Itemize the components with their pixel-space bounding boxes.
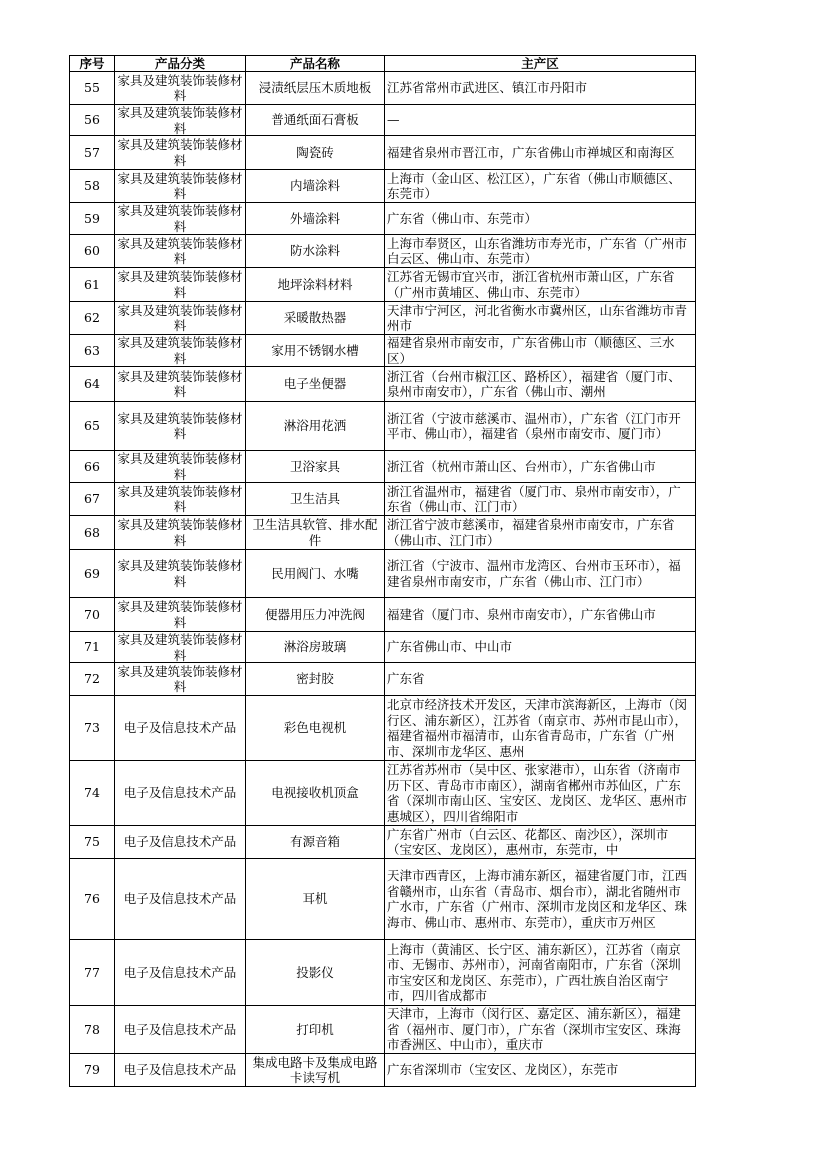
row-category: 电子及信息技术产品 — [123, 964, 237, 980]
row-number-cell — [70, 663, 115, 696]
row-category-cell — [115, 203, 246, 235]
row-category: 电子及信息技术产品 — [123, 891, 237, 907]
row-category-cell — [115, 940, 246, 1006]
row-category-cell — [115, 663, 246, 696]
row-main-area: 浙江省宁波市慈溪市，福建省泉州市南安市，广东省（佛山市、江门市） — [387, 517, 675, 548]
row-number-cell — [70, 598, 115, 632]
row-main-area: 广东省（佛山市、东莞市） — [387, 210, 538, 226]
row-number-cell — [70, 335, 115, 367]
row-product-name-cell — [246, 136, 385, 170]
header-main-area: 主产区 — [385, 56, 696, 72]
row-main-area: 福建省泉州市南安市，广东省佛山市（顺德区、三水区） — [387, 335, 675, 366]
row-main-area-cell — [385, 268, 696, 302]
row-main-area: 浙江省（宁波市、温州市龙湾区、台州市玉环市），福建省泉州市南安市，广东省（佛山市、江门市） — [387, 558, 681, 589]
table-row — [70, 598, 696, 632]
row-category: 家具及建筑装饰装修材料 — [117, 203, 243, 234]
row-number: 55 — [84, 80, 100, 96]
row-main-area: 浙江省（台州市椒江区、路桥区），福建省（厦门市、泉州市南安市），广东省（佛山市、潮州 — [387, 368, 681, 399]
row-category: 家具及建筑装饰装修材料 — [117, 368, 243, 399]
table-row — [70, 367, 696, 402]
row-number: 67 — [84, 491, 100, 507]
row-product-name-cell — [246, 72, 385, 105]
row-product-name: 家用不锈钢水槽 — [271, 342, 359, 358]
row-number-cell — [70, 235, 115, 268]
row-product-name-cell — [246, 859, 385, 940]
row-main-area: 浙江省（杭州市萧山区、台州市），广东省佛山市 — [387, 458, 656, 474]
table-row — [70, 235, 696, 268]
table-row — [70, 402, 696, 451]
row-product-name: 采暖散热器 — [283, 310, 347, 326]
table-row — [70, 1006, 696, 1054]
row-product-name-cell — [246, 235, 385, 268]
table-row — [70, 335, 696, 367]
row-number-cell — [70, 402, 115, 451]
row-main-area-cell — [385, 136, 696, 170]
row-main-area: — — [387, 112, 400, 128]
row-product-name: 地坪涂料材料 — [277, 276, 353, 292]
row-main-area-cell — [385, 203, 696, 235]
row-main-area: 江苏省常州市武进区、镇江市丹阳市 — [387, 80, 588, 96]
row-product-name-cell — [246, 483, 385, 516]
row-category: 家具及建筑装饰装修材料 — [117, 483, 243, 514]
row-main-area-cell — [385, 663, 696, 696]
row-product-name-cell — [246, 761, 385, 826]
row-category: 家具及建筑装饰装修材料 — [117, 663, 243, 694]
row-number-cell — [70, 1006, 115, 1054]
row-category-cell — [115, 451, 246, 483]
row-category-cell — [115, 550, 246, 598]
table-row — [70, 859, 696, 940]
row-main-area: 广东省深圳市（宝安区、龙岗区），东莞市 — [387, 1062, 619, 1078]
row-number-cell — [70, 483, 115, 516]
row-category-cell — [115, 598, 246, 632]
product-table — [69, 55, 696, 1087]
table-row — [70, 483, 696, 516]
row-number: 71 — [84, 639, 100, 655]
table-row — [70, 826, 696, 859]
table-row — [70, 302, 696, 335]
row-product-name: 淋浴房玻璃 — [283, 639, 347, 655]
row-main-area: 天津市西青区，上海市浦东新区，福建省厦门市，江西省赣州市，山东省（青岛市、烟台市），湖北省随州市广水市，广东省（广州市、深圳市龙岗区和龙华区、珠海市、佛山市、惠州市、东莞市），重庆市万州区 — [387, 868, 688, 930]
row-main-area-cell — [385, 483, 696, 516]
row-category-cell — [115, 335, 246, 367]
row-main-area-cell — [385, 72, 696, 105]
row-product-name-cell — [246, 335, 385, 367]
row-category: 家具及建筑装饰装修材料 — [117, 137, 243, 168]
row-product-name-cell — [246, 663, 385, 696]
table-row — [70, 550, 696, 598]
row-category: 家具及建筑装饰装修材料 — [117, 170, 243, 201]
row-main-area-cell — [385, 367, 696, 402]
row-product-name: 密封胶 — [296, 671, 334, 687]
row-number: 68 — [84, 524, 100, 540]
row-main-area-cell — [385, 335, 696, 367]
table-row — [70, 268, 696, 302]
row-product-name: 防水涂料 — [289, 243, 340, 259]
row-product-name-cell — [246, 516, 385, 550]
row-main-area: 福建省（厦门市、泉州市南安市），广东省佛山市 — [387, 606, 656, 622]
row-category-cell — [115, 761, 246, 826]
row-main-area: 北京市经济技术开发区，天津市滨海新区，上海市（闵行区、浦东新区），江苏省（南京市、苏州市昆山市），福建省福州市福清市，山东省青岛市，广东省（广州市、深圳市龙华区、惠州 — [387, 697, 688, 759]
row-category-cell — [115, 1006, 246, 1054]
row-product-name-cell — [246, 451, 385, 483]
row-main-area-cell — [385, 235, 696, 268]
row-main-area: 广东省 — [387, 671, 425, 687]
row-category: 家具及建筑装饰装修材料 — [117, 335, 243, 366]
row-product-name-cell — [246, 203, 385, 235]
row-number-cell — [70, 170, 115, 203]
row-product-name: 便器用压力冲洗阀 — [264, 606, 365, 622]
row-main-area-cell — [385, 451, 696, 483]
row-number: 76 — [84, 891, 100, 907]
row-product-name-cell — [246, 940, 385, 1006]
row-product-name: 陶瓷砖 — [296, 144, 334, 160]
row-number: 57 — [84, 144, 100, 160]
table-row — [70, 516, 696, 550]
table-row — [70, 696, 696, 761]
row-product-name-cell — [246, 632, 385, 663]
row-main-area: 江苏省无锡市宜兴市，浙江省杭州市萧山区，广东省（广州市黄埔区、佛山市、东莞市） — [387, 269, 675, 300]
row-category: 家具及建筑装饰装修材料 — [117, 451, 243, 482]
row-product-name: 外墙涂料 — [289, 210, 340, 226]
row-category: 电子及信息技术产品 — [123, 1062, 237, 1078]
row-product-name-cell — [246, 170, 385, 203]
row-category-cell — [115, 859, 246, 940]
row-product-name: 普通纸面石膏板 — [271, 112, 359, 128]
table-row — [70, 105, 696, 136]
row-category-cell — [115, 516, 246, 550]
row-category: 家具及建筑装饰装修材料 — [117, 72, 243, 103]
row-product-name: 电子坐便器 — [283, 376, 347, 392]
row-product-name-cell — [246, 367, 385, 402]
row-main-area-cell — [385, 1006, 696, 1054]
row-number-cell — [70, 302, 115, 335]
row-number: 66 — [84, 458, 100, 474]
row-product-name: 耳机 — [302, 891, 328, 907]
row-product-name: 集成电路卡及集成电路卡读写机 — [252, 1054, 378, 1085]
row-number: 74 — [84, 785, 100, 801]
row-category: 家具及建筑装饰装修材料 — [117, 105, 243, 135]
row-number: 63 — [84, 342, 100, 358]
table-row — [70, 940, 696, 1006]
row-category: 家具及建筑装饰装修材料 — [117, 410, 243, 441]
row-product-name-cell — [246, 105, 385, 136]
row-category-cell — [115, 632, 246, 663]
row-main-area-cell — [385, 402, 696, 451]
row-number: 58 — [84, 178, 100, 194]
row-category: 电子及信息技术产品 — [123, 1021, 237, 1037]
table-row — [70, 72, 696, 105]
row-main-area-cell — [385, 550, 696, 598]
header-category: 产品分类 — [115, 56, 246, 72]
row-category-cell — [115, 402, 246, 451]
row-number: 78 — [84, 1021, 100, 1037]
row-main-area: 浙江省温州市，福建省（厦门市、泉州市南安市），广东省（佛山市、江门市） — [387, 483, 681, 514]
row-main-area-cell — [385, 302, 696, 335]
row-number-cell — [70, 859, 115, 940]
table-body — [70, 72, 696, 1087]
table-row — [70, 1054, 696, 1087]
row-product-name: 卫生洁具软管、排水配件 — [252, 517, 378, 548]
row-main-area: 福建省泉州市晋江市，广东省佛山市禅城区和南海区 — [387, 144, 675, 160]
row-number: 70 — [84, 606, 100, 622]
row-number-cell — [70, 696, 115, 761]
row-number: 64 — [84, 376, 100, 392]
row-number-cell — [70, 826, 115, 859]
row-product-name: 打印机 — [296, 1021, 334, 1037]
row-product-name: 卫浴家具 — [289, 458, 340, 474]
row-category-cell — [115, 367, 246, 402]
row-category-cell — [115, 302, 246, 335]
row-main-area: 江苏省苏州市（吴中区、张家港市），山东省（济南市历下区、青岛市市南区），湖南省郴州市苏仙区，广东省（深圳市南山区、宝安区、龙岗区、龙华区、惠州市惠城区），四川省绵阳市 — [387, 762, 688, 824]
row-main-area-cell — [385, 598, 696, 632]
row-category: 电子及信息技术产品 — [123, 720, 237, 736]
row-main-area-cell — [385, 859, 696, 940]
row-category-cell — [115, 696, 246, 761]
row-product-name: 卫生洁具 — [289, 491, 340, 507]
row-category-cell — [115, 483, 246, 516]
row-main-area-cell — [385, 761, 696, 826]
row-number: 72 — [84, 671, 100, 687]
row-main-area-cell — [385, 826, 696, 859]
row-product-name-cell — [246, 1054, 385, 1087]
row-product-name: 投影仪 — [296, 964, 334, 980]
row-number-cell — [70, 367, 115, 402]
table-row — [70, 663, 696, 696]
row-number-cell — [70, 940, 115, 1006]
row-product-name: 淋浴用花洒 — [283, 418, 347, 434]
row-category-cell — [115, 1054, 246, 1087]
row-number-cell — [70, 550, 115, 598]
row-category: 家具及建筑装饰装修材料 — [117, 235, 243, 266]
row-product-name: 有源音箱 — [289, 834, 340, 850]
table-row — [70, 136, 696, 170]
row-category: 电子及信息技术产品 — [123, 834, 237, 850]
row-number-cell — [70, 761, 115, 826]
row-main-area-cell — [385, 170, 696, 203]
table-row — [70, 203, 696, 235]
header-no: 序号 — [70, 56, 115, 72]
row-product-name-cell — [246, 402, 385, 451]
row-number: 61 — [84, 276, 100, 292]
row-product-name-cell — [246, 550, 385, 598]
row-number: 56 — [84, 112, 100, 128]
row-number: 65 — [84, 418, 100, 434]
row-number: 73 — [84, 720, 100, 736]
row-product-name-cell — [246, 1006, 385, 1054]
row-category-cell — [115, 235, 246, 268]
row-main-area: 上海市（黄浦区、长宁区、浦东新区），江苏省（南京市、无锡市、苏州市），河南省南阳市，广东省（深圳市宝安区和龙岗区、东莞市），广西壮族自治区南宁市，四川省成都市 — [387, 941, 681, 1003]
row-main-area-cell — [385, 696, 696, 761]
row-product-name-cell — [246, 302, 385, 335]
row-category: 电子及信息技术产品 — [123, 785, 237, 801]
row-number: 79 — [84, 1062, 100, 1078]
table-row — [70, 451, 696, 483]
row-main-area: 广东省广州市（白云区、花都区、南沙区），深圳市（宝安区、龙岗区），惠州市，东莞市，中 — [387, 826, 669, 857]
row-main-area: 广东省佛山市、中山市 — [387, 639, 513, 655]
row-category: 家具及建筑装饰装修材料 — [117, 269, 243, 300]
row-main-area-cell — [385, 940, 696, 1006]
row-category-cell — [115, 136, 246, 170]
row-number-cell — [70, 1054, 115, 1087]
row-product-name: 民用阀门、水嘴 — [271, 565, 359, 581]
row-main-area: 上海市奉贤区，山东省潍坊市寿光市，广东省（广州市白云区、佛山市、东莞市） — [387, 235, 688, 266]
row-number-cell — [70, 516, 115, 550]
row-category-cell — [115, 170, 246, 203]
row-product-name-cell — [246, 268, 385, 302]
row-number-cell — [70, 72, 115, 105]
row-main-area: 天津市，上海市（闵行区、嘉定区、浦东新区），福建省（福州市、厦门市），广东省（深圳市宝安区、珠海市香洲区、中山市），重庆市 — [387, 1006, 681, 1053]
row-category: 家具及建筑装饰装修材料 — [117, 632, 243, 662]
row-number: 77 — [84, 964, 100, 980]
row-product-name: 电视接收机顶盒 — [271, 785, 359, 801]
row-main-area-cell — [385, 632, 696, 663]
row-product-name-cell — [246, 826, 385, 859]
table-row — [70, 761, 696, 826]
table-header-row — [70, 56, 696, 72]
row-number: 75 — [84, 834, 100, 850]
row-number-cell — [70, 105, 115, 136]
row-number: 69 — [84, 565, 100, 581]
header-product-name: 产品名称 — [246, 56, 385, 72]
table-row — [70, 632, 696, 663]
row-category-cell — [115, 105, 246, 136]
row-number-cell — [70, 268, 115, 302]
row-number: 59 — [84, 210, 100, 226]
row-category: 家具及建筑装饰装修材料 — [117, 599, 243, 630]
row-category-cell — [115, 72, 246, 105]
row-main-area: 浙江省（宁波市慈溪市、温州市），广东省（江门市开平市、佛山市），福建省（泉州市南安市、厦门市） — [387, 410, 681, 441]
table-row — [70, 170, 696, 203]
row-number-cell — [70, 451, 115, 483]
row-product-name: 内墙涂料 — [289, 178, 340, 194]
row-category-cell — [115, 826, 246, 859]
row-category: 家具及建筑装饰装修材料 — [117, 517, 243, 548]
row-main-area-cell — [385, 516, 696, 550]
row-number: 62 — [84, 310, 100, 326]
row-category: 家具及建筑装饰装修材料 — [117, 302, 243, 333]
row-number: 60 — [84, 243, 100, 259]
row-main-area: 上海市（金山区、松江区），广东省（佛山市顺德区、东莞市） — [387, 170, 681, 201]
row-main-area-cell — [385, 1054, 696, 1087]
row-number-cell — [70, 632, 115, 663]
row-main-area-cell — [385, 105, 696, 136]
row-product-name-cell — [246, 598, 385, 632]
row-number-cell — [70, 203, 115, 235]
row-product-name: 浸渍纸层压木质地板 — [258, 80, 372, 96]
row-product-name-cell — [246, 696, 385, 761]
row-main-area: 天津市宁河区，河北省衡水市冀州区，山东省潍坊市青州市 — [387, 302, 688, 333]
row-number-cell — [70, 136, 115, 170]
row-category: 家具及建筑装饰装修材料 — [117, 558, 243, 589]
row-category-cell — [115, 268, 246, 302]
row-product-name: 彩色电视机 — [283, 720, 347, 736]
